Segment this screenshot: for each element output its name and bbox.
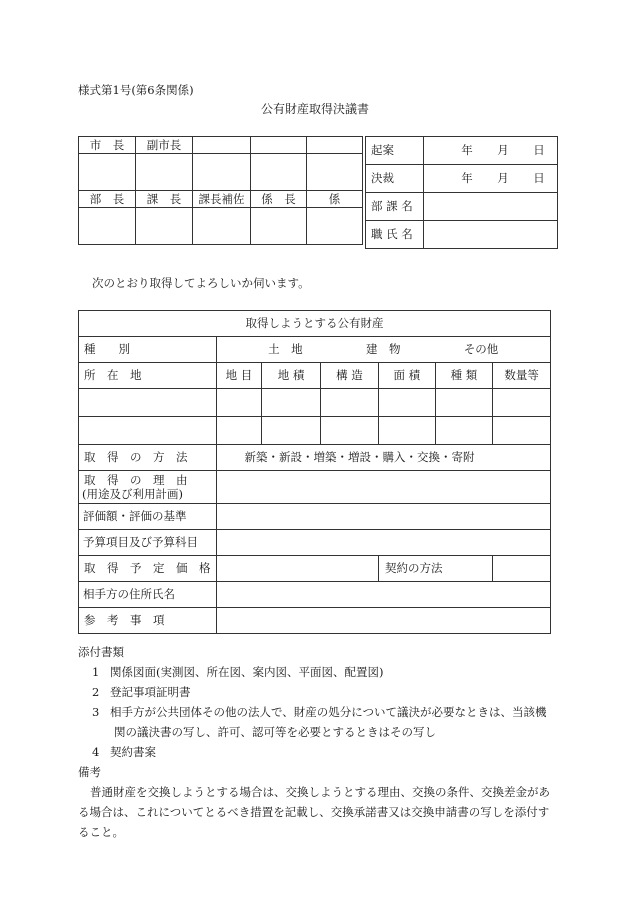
stamp-box-director[interactable] [79,208,136,245]
stamp-label-subsection-chief: 係 長 [251,191,307,208]
contract-field[interactable] [493,556,551,582]
col-floor-area: 面 積 [379,363,436,389]
table-header: 取得しようとする公有財産 [79,311,551,337]
counterparty-field[interactable] [216,582,551,608]
notes-section [78,642,558,842]
stamp-label-deputy-mayor: 副市長 [136,137,193,154]
cell[interactable] [320,417,378,445]
cell[interactable] [493,417,551,445]
cell[interactable] [320,389,378,417]
year-label: 年 [461,143,473,158]
official-name-label: 職 氏 名 [366,221,424,249]
cell[interactable] [493,389,551,417]
request-text: 次のとおり取得してよろしいか伺います。 [92,276,310,290]
col-land-area: 地 積 [262,363,320,389]
cell[interactable] [379,417,436,445]
stamp-box-subsection-chief[interactable] [251,208,307,245]
budget-label: 予算項目及び予算科目 [79,530,217,556]
table-row [79,389,551,417]
draft-date-field[interactable] [424,137,558,165]
method-options-text: 新築・新設・増築・増設・購入・交換・寄附 [244,450,475,465]
decision-label: 決裁 [366,165,424,193]
remarks-label: 参 考 事 項 [79,608,217,634]
stamp-box[interactable] [307,154,363,191]
stamp-box-mayor[interactable] [79,154,136,191]
attachment-item: 1 関係図面(実測図、所在図、案内図、平面図、配置図) [92,665,384,679]
cell[interactable] [216,417,262,445]
attachment-item: 2 登記事項証明書 [92,685,191,699]
valuation-field[interactable] [216,504,551,530]
attachments-title: 添付書類 [78,645,124,659]
form-number: 様式第1号(第6条関係) [78,83,194,97]
month-label: 月 [497,171,509,186]
col-structure: 構 造 [320,363,378,389]
price-label: 取 得 予 定 価 格 [79,556,217,582]
counterparty-label: 相手方の住所氏名 [79,582,217,608]
attachment-item: 3 相手方が公共団体その他の法人で、財産の処分について議決が必要なときは、当該機 [92,705,547,719]
price-field[interactable] [216,556,379,582]
method-options[interactable] [216,445,551,471]
location-cell[interactable] [79,389,217,417]
attachment-item-continuation: 関の議決書の写し、許可、認可等を必要とするときはその写し [114,725,436,739]
day-label: 日 [533,171,545,186]
stamp-label-section-chief: 課 長 [136,191,193,208]
approval-info [365,136,558,249]
contract-label: 契約の方法 [379,556,493,582]
cell[interactable] [262,389,320,417]
department-field[interactable] [424,193,558,221]
month-label: 月 [497,143,509,158]
cell[interactable] [435,389,493,417]
stamp-label-blank [307,137,363,154]
stamp-box-deputy-mayor[interactable] [136,154,193,191]
attachment-item: 4 契約書案 [92,745,156,759]
stamp-grid [78,136,363,245]
stamp-box-assistant-chief[interactable] [193,208,251,245]
type-label: 種 別 [79,337,217,363]
cell[interactable] [262,417,320,445]
cell[interactable] [435,417,493,445]
stamp-label-director: 部 長 [79,191,136,208]
decision-date-field[interactable] [424,165,558,193]
stamp-label-blank [193,137,251,154]
cell[interactable] [379,389,436,417]
property-table [78,310,551,634]
stamp-box-staff[interactable] [307,208,363,245]
type-option-land[interactable]: 土 地 [268,342,303,357]
department-label: 部 課 名 [366,193,424,221]
col-quantity: 数量等 [493,363,551,389]
stamp-box-section-chief[interactable] [136,208,193,245]
col-kind: 種 類 [435,363,493,389]
type-option-other[interactable]: その他 [463,342,499,357]
remarks-text: 普通財産を交換しようとする場合は、交換しようとする理由、交換の条件、交換差金がある場合は、これについてとるべき措置を記載し、交換承諾書又は交換申請書の写しを添付すること。 [78,785,550,839]
remarks-title: 備考 [78,765,101,779]
document-title: 公有財産取得決議書 [260,102,369,116]
stamp-box[interactable] [251,154,307,191]
location-cell[interactable] [79,417,217,445]
stamp-label-mayor: 市 長 [79,137,136,154]
draft-label: 起案 [366,137,424,165]
col-land-category: 地 目 [216,363,262,389]
year-label: 年 [461,171,473,186]
table-row [79,417,551,445]
stamp-box[interactable] [193,154,251,191]
type-option-building[interactable]: 建 物 [365,342,401,357]
reason-field[interactable] [216,471,551,504]
stamp-label-staff: 係 [307,191,363,208]
budget-field[interactable] [216,530,551,556]
location-label: 所 在 地 [79,363,217,389]
reason-sublabel: (用途及び利用計画) [82,487,183,501]
type-options[interactable] [216,337,551,363]
remarks-field[interactable] [216,608,551,634]
day-label: 日 [533,143,545,158]
reason-label: 取 得 の 理 由 (用途及び利用計画) [79,471,217,504]
valuation-label: 評価額・評価の基準 [79,504,217,530]
method-label: 取 得 の 方 法 [79,445,217,471]
stamp-label-assistant-chief: 課長補佐 [193,191,251,208]
stamp-label-blank [251,137,307,154]
official-name-field[interactable] [424,221,558,249]
cell[interactable] [216,389,262,417]
